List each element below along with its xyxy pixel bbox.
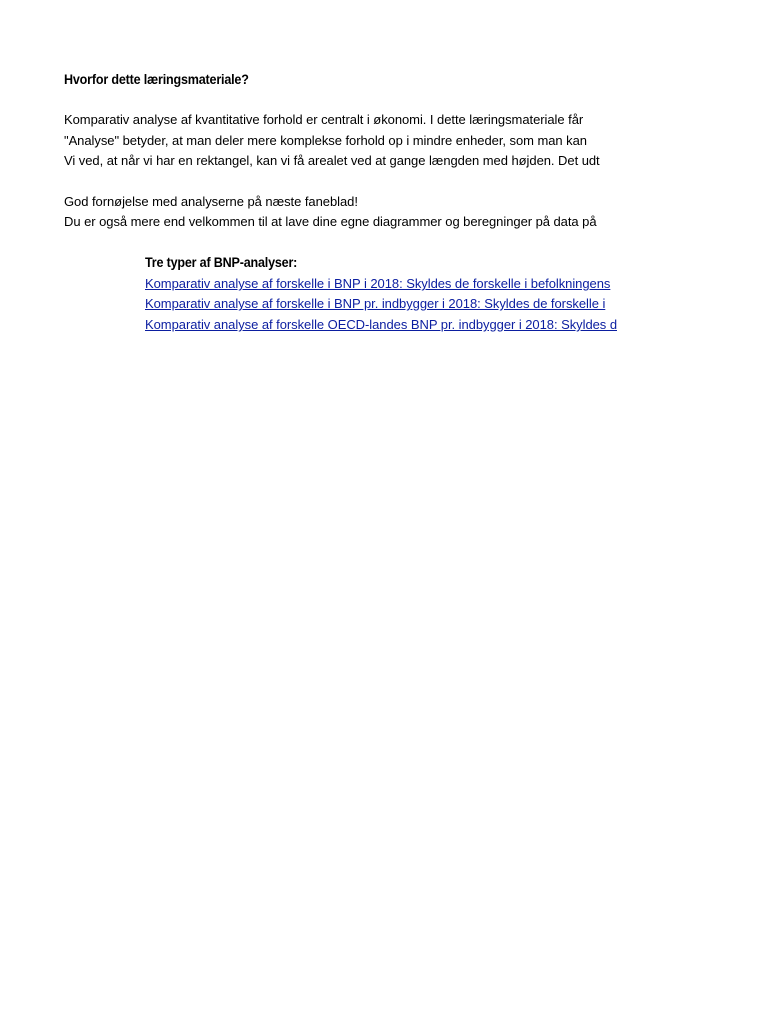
links-heading: Tre typer af BNP-analyser:: [145, 255, 298, 270]
link-bnp-analysis[interactable]: Komparativ analyse af forskelle i BNP i 2018: Skyldes de forskelle i befolkningens: [145, 276, 611, 291]
closing-line-2: Du er også mere end velkommen til at lave dine egne diagrammer og beregninger på data på: [64, 214, 597, 229]
link-oecd-bnp-per-capita-analysis[interactable]: Komparativ analyse af forskelle OECD-landes BNP pr. indbygger i 2018: Skyldes d: [145, 317, 617, 332]
paragraph-line-3: Vi ved, at når vi har en rektangel, kan vi få arealet ved at gange længden med højden. Det udt: [64, 153, 600, 168]
paragraph-line-1: Komparativ analyse af kvantitative forhold er centralt i økonomi. I dette læringsmateriale får: [64, 112, 584, 127]
page-heading: Hvorfor dette læringsmateriale?: [64, 72, 249, 87]
paragraph-line-2: "Analyse" betyder, at man deler mere komplekse forhold op i mindre enheder, som man kan: [64, 133, 587, 148]
closing-line-1: God fornøjelse med analyserne på næste faneblad!: [64, 194, 358, 209]
link-bnp-per-capita-analysis[interactable]: Komparativ analyse af forskelle i BNP pr. indbygger i 2018: Skyldes de forskelle i: [145, 296, 606, 311]
